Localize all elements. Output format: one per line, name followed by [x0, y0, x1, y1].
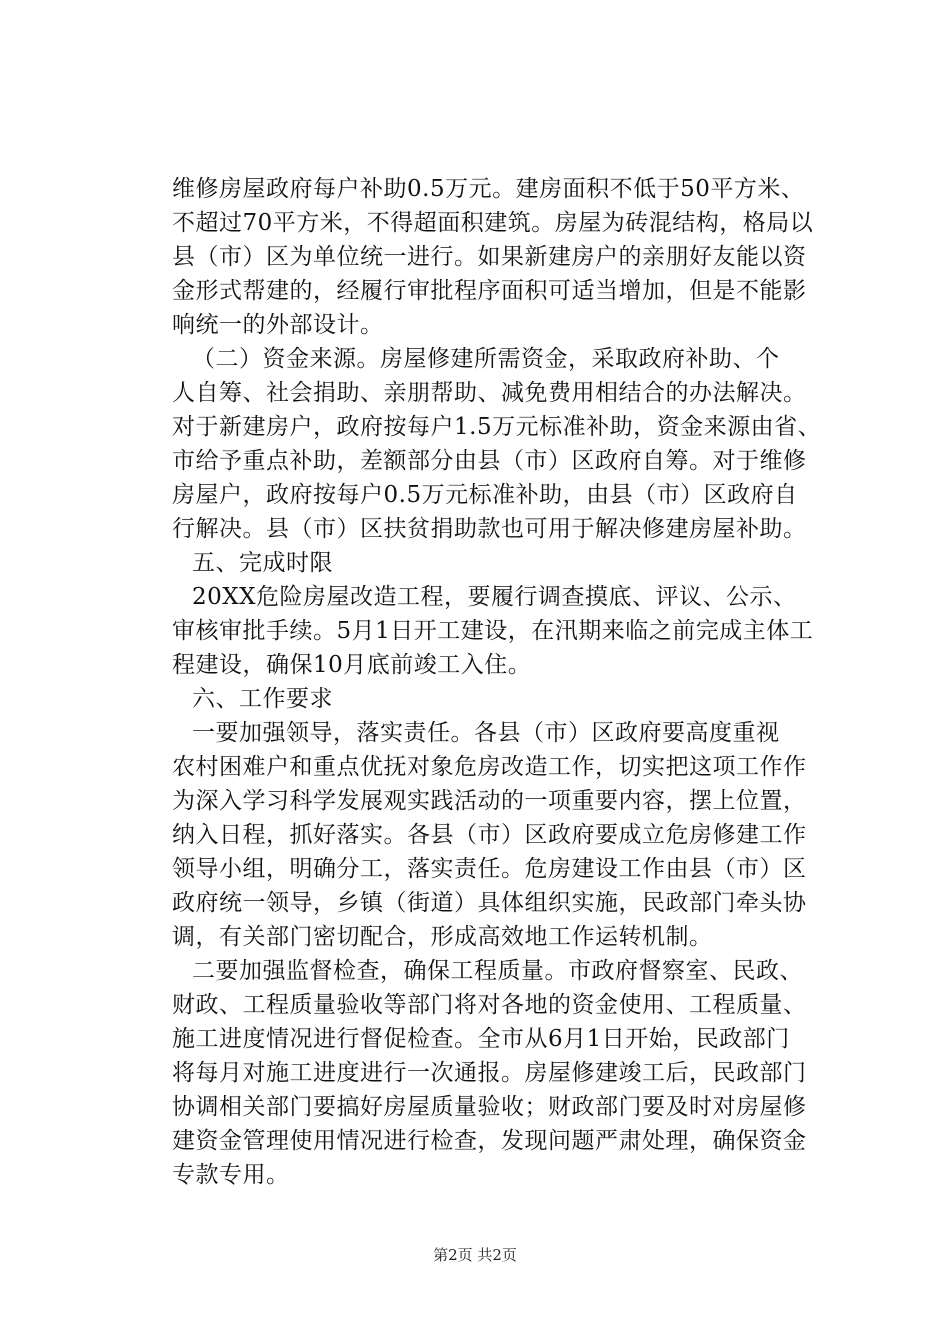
text-line: 专款专用。 [172, 1162, 290, 1188]
text-line: 施工进度情况进行督促检查。全市从6月1日开始，民政部门 [172, 1026, 790, 1052]
paragraph-start-line: 一要加强领导，落实责任。各县（市）区政府要高度重视 [192, 720, 780, 746]
page-number-footer: 第2页 共2页 [433, 1246, 517, 1264]
paragraph-start-line: 二要加强监督检查，确保工程质量。市政府督察室、民政、 [192, 958, 803, 984]
text-line: 行解决。县（市）区扶贫捐助款也可用于解决修建房屋补助。 [172, 516, 807, 542]
text-line: 领导小组，明确分工，落实责任。危房建设工作由县（市）区 [172, 856, 807, 882]
text-line: 纳入日程，抓好落实。各县（市）区政府要成立危房修建工作 [172, 822, 807, 848]
text-line: 为深入学习科学发展观实践活动的一项重要内容，摆上位置， [172, 788, 807, 814]
document-body [172, 172, 822, 1192]
paragraph-start-line: 20XX危险房屋改造工程，要履行调查摸底、评议、公示、 [192, 584, 797, 610]
text-line: 将每月对施工进度进行一次通报。房屋修建竣工后，民政部门 [172, 1060, 807, 1086]
text-line: 房屋户，政府按每户0.5万元标准补助，由县（市）区政府自 [172, 482, 798, 508]
text-line: 人自筹、社会捐助、亲朋帮助、减免费用相结合的办法解决。 [172, 380, 807, 406]
section-heading: 六、工作要求 [192, 686, 333, 712]
text-line: 政府统一领导，乡镇（街道）具体组织实施，民政部门牵头协 [172, 890, 807, 916]
paragraph-start-line: （二）资金来源。房屋修建所需资金，采取政府补助、个 [192, 346, 780, 372]
text-line: 市给予重点补助，差额部分由县（市）区政府自筹。对于维修 [172, 448, 807, 474]
text-line: 财政、工程质量验收等部门将对各地的资金使用、工程质量、 [172, 992, 807, 1018]
text-line: 维修房屋政府每户补助0.5万元。建房面积不低于50平方米、 [172, 176, 805, 202]
text-line: 程建设，确保10月底前竣工入住。 [172, 652, 532, 678]
text-line: 协调相关部门要搞好房屋质量验收；财政部门要及时对房屋修 [172, 1094, 807, 1120]
text-line: 县（市）区为单位统一进行。如果新建房户的亲朋好友能以资 [172, 244, 807, 270]
text-line: 调，有关部门密切配合，形成高效地工作运转机制。 [172, 924, 713, 950]
text-line: 对于新建房户，政府按每户1.5万元标准补助，资金来源由省、 [172, 414, 822, 440]
text-line: 建资金管理使用情况进行检查，发现问题严肃处理，确保资金 [172, 1128, 807, 1154]
section-heading: 五、完成时限 [192, 550, 333, 576]
text-line: 农村困难户和重点优抚对象危房改造工作，切实把这项工作作 [172, 754, 807, 780]
text-line: 审核审批手续。5月1日开工建设，在汛期来临之前完成主体工 [172, 618, 814, 644]
text-line: 金形式帮建的，经履行审批程序面积可适当增加，但是不能影 [172, 278, 807, 304]
text-line: 响统一的外部设计。 [172, 312, 384, 338]
text-line: 不超过70平方米，不得超面积建筑。房屋为砖混结构，格局以 [172, 210, 814, 236]
